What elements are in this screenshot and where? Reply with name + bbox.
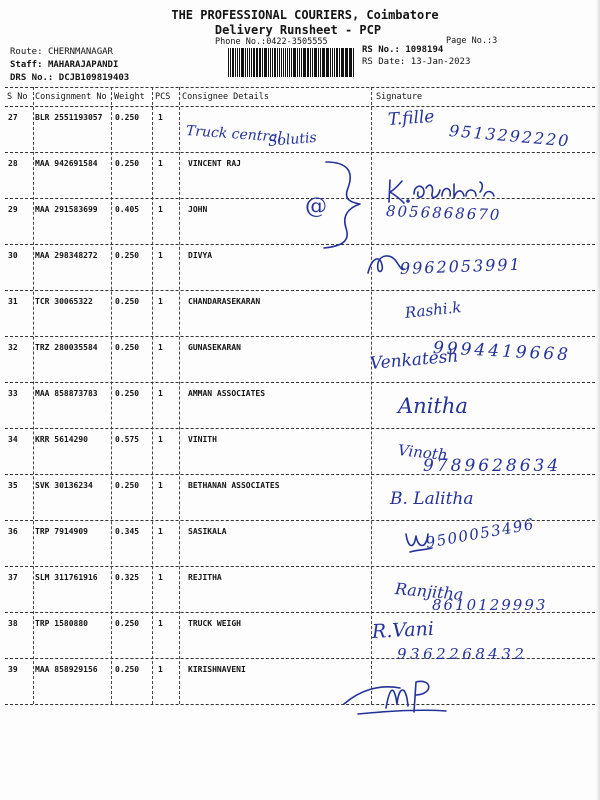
barcode-bar xyxy=(239,48,240,77)
consignee-name: VINITH xyxy=(188,435,217,444)
weight: 0.250 xyxy=(115,297,140,306)
barcode-bar xyxy=(291,48,292,77)
consignee-name: VINCENT RAJ xyxy=(188,159,241,168)
column-header-consignee: Consignee Details xyxy=(182,92,269,102)
barcode-bar xyxy=(285,48,286,77)
pieces: 1 xyxy=(158,297,163,306)
handwritten-signature-image xyxy=(384,176,496,206)
consignment-number: TRP 1580880 xyxy=(35,619,88,628)
pieces: 1 xyxy=(158,619,163,628)
consignment-number: KRR 5614290 xyxy=(35,435,88,444)
company-name: THE PROFESSIONAL COURIERS, Coimbatore xyxy=(171,8,439,22)
consignment-number: MAA 858929156 xyxy=(35,665,98,674)
consignment-number: SLM 311761916 xyxy=(35,573,98,582)
barcode-bar xyxy=(264,48,267,77)
handwritten-phone: 9994419668 xyxy=(432,338,572,366)
consignee-name: CHANDARASEKARAN xyxy=(188,297,261,306)
serial-number: 34 xyxy=(8,435,18,444)
column-header-sno: S No xyxy=(7,92,28,102)
consignment-number: TRP 7914909 xyxy=(35,527,88,536)
barcode-bar xyxy=(253,48,255,77)
route xyxy=(10,48,113,57)
consignment-number: TCR 30065322 xyxy=(35,297,93,306)
barcode-bar xyxy=(232,48,234,77)
serial-number: 35 xyxy=(8,481,18,490)
rs-date-label: RS Date: xyxy=(362,57,406,67)
consignee-name: TRUCK WEIGH xyxy=(188,619,241,628)
barcode-bar xyxy=(332,48,333,77)
drs-label: DRS No.: xyxy=(10,73,54,83)
barcode-bar xyxy=(272,48,273,77)
handwritten-signature: Rashi.k xyxy=(404,298,463,322)
weight: 0.250 xyxy=(115,251,140,260)
barcode-bar xyxy=(312,48,313,77)
barcode-bar xyxy=(297,48,298,77)
handwritten-phone: 8610129993 xyxy=(432,596,548,614)
barcode-bar xyxy=(345,48,348,77)
pieces: 1 xyxy=(158,343,163,352)
barcode-bar xyxy=(237,48,238,77)
consignee-name: KIRISHNAVENI xyxy=(188,665,246,674)
weight: 0.405 xyxy=(115,205,140,214)
handwritten-phone: 8056868670 xyxy=(385,202,502,225)
barcode-bar xyxy=(314,48,317,77)
table-row xyxy=(5,383,595,429)
serial-number: 28 xyxy=(8,159,18,168)
consignee-name: DIVYA xyxy=(188,251,213,260)
serial-number: 33 xyxy=(8,389,18,398)
barcode-bar xyxy=(277,48,278,77)
rs-no-value: 1098194 xyxy=(405,45,444,55)
table-row xyxy=(5,153,595,199)
barcode-bar xyxy=(326,48,329,77)
pieces: 1 xyxy=(158,665,163,674)
weight: 0.325 xyxy=(115,573,140,582)
handwritten-phone: 9500053496 xyxy=(424,514,537,552)
handwritten-signature: R.Vani xyxy=(371,617,435,643)
page-label: Page No.: xyxy=(446,36,493,46)
handwritten-signature: Venkatesh xyxy=(369,346,460,374)
route-value: CHERNMANAGAR xyxy=(47,47,113,57)
staff xyxy=(10,61,118,70)
serial-number: 32 xyxy=(8,343,18,352)
weight: 0.345 xyxy=(115,527,140,536)
table-row xyxy=(5,475,595,521)
barcode-bar xyxy=(241,48,244,77)
barcode-bar xyxy=(256,48,258,77)
barcode-bar xyxy=(341,48,344,77)
serial-number: 29 xyxy=(8,205,18,214)
document-title: Delivery Runsheet - PCP xyxy=(214,23,382,37)
pieces: 1 xyxy=(158,481,163,490)
consignment-number: MAA 942691584 xyxy=(35,159,98,168)
consignee-name: JOHN xyxy=(188,205,208,214)
barcode-bar xyxy=(245,48,246,77)
pieces: 1 xyxy=(158,389,163,398)
consignment-number: BLR 2551193057 xyxy=(35,113,103,122)
rs-date-value: 13-Jan-2023 xyxy=(410,57,471,67)
barcode-bar xyxy=(279,48,280,77)
table-top-rule xyxy=(5,87,595,88)
column-header-pcs: PCS xyxy=(155,92,171,102)
barcode-bar xyxy=(262,48,263,77)
serial-number: 27 xyxy=(8,113,18,122)
barcode-bar xyxy=(274,48,276,77)
handwritten-signature: T.fille xyxy=(387,106,436,130)
barcode xyxy=(228,48,356,77)
handwritten-signature: Vinoth xyxy=(397,441,449,465)
serial-number: 38 xyxy=(8,619,18,628)
barcode-bar xyxy=(336,48,338,77)
rs-number xyxy=(362,46,443,55)
barcode-bar xyxy=(330,48,331,77)
pieces: 1 xyxy=(158,435,163,444)
barcode-bar xyxy=(322,48,325,77)
consignment-number: SVK 30136234 xyxy=(35,481,93,490)
handwritten-phone: 9789628634 xyxy=(423,456,562,476)
page-value: 3 xyxy=(492,36,498,46)
handwritten-phone: 9962053991 xyxy=(399,254,523,278)
barcode-bar xyxy=(247,48,248,77)
consignee-name: AMMAN ASSOCIATES xyxy=(188,389,266,398)
column-header-consignment: Consignment No xyxy=(35,92,107,102)
barcode-bar xyxy=(353,48,354,77)
serial-number: 39 xyxy=(8,665,18,674)
weight: 0.250 xyxy=(115,343,140,352)
drs-value: DCJB109819403 xyxy=(58,73,130,83)
weight: 0.250 xyxy=(115,665,140,674)
pieces: 1 xyxy=(158,159,163,168)
consignment-number: MAA 291583699 xyxy=(35,205,98,214)
pieces: 1 xyxy=(158,573,163,582)
table-row xyxy=(5,199,595,245)
barcode-bar xyxy=(307,48,309,77)
handwritten-ditto-mark: @ xyxy=(305,194,327,219)
pieces: 1 xyxy=(158,527,163,536)
consignee-name: SASIKALA xyxy=(188,527,227,536)
scan-edge-shadow xyxy=(596,0,600,800)
consignment-number: MAA 858873783 xyxy=(35,389,98,398)
weight: 0.250 xyxy=(115,159,140,168)
handwritten-consignee-note: Solutis xyxy=(267,129,318,150)
weight: 0.250 xyxy=(115,481,140,490)
page-number xyxy=(446,37,497,46)
barcode-bar xyxy=(349,48,352,77)
pieces: 1 xyxy=(158,205,163,214)
barcode-bar xyxy=(293,48,296,77)
barcode-bar xyxy=(235,48,236,77)
barcode-bar xyxy=(320,48,321,77)
pieces: 1 xyxy=(158,113,163,122)
barcode-bar xyxy=(334,48,335,77)
route-label: Route: xyxy=(10,47,43,57)
consignment-number: TRZ 280035584 xyxy=(35,343,98,352)
staff-label: Staff: xyxy=(10,60,43,70)
barcode-bar xyxy=(281,48,282,77)
barcode-bar xyxy=(249,48,250,77)
serial-number: 36 xyxy=(8,527,18,536)
handwritten-phone: 9513292220 xyxy=(448,121,572,151)
barcode-bar xyxy=(303,48,306,77)
handwritten-signature: Ranjitha xyxy=(394,579,465,604)
barcode-bar xyxy=(283,48,284,77)
barcode-bar xyxy=(299,48,300,77)
barcode-bar xyxy=(339,48,340,77)
rs-date xyxy=(362,58,470,67)
phone-label: Phone No.: xyxy=(215,37,267,47)
barcode-bar xyxy=(270,48,271,77)
drs-number xyxy=(10,74,129,83)
barcode-bar xyxy=(259,48,261,77)
serial-number: 31 xyxy=(8,297,18,306)
handwritten-signature: B. Lalitha xyxy=(390,489,474,509)
handwritten-consignee-note: Truck central xyxy=(185,123,283,146)
barcode-bar xyxy=(228,48,229,77)
handwritten-signature-image xyxy=(340,674,450,716)
table-row xyxy=(5,659,595,705)
handwritten-signature: Anitha xyxy=(398,394,468,418)
pieces: 1 xyxy=(158,251,163,260)
consignee-name: REJITHA xyxy=(188,573,222,582)
handwritten-phone: 9362268432 xyxy=(397,645,528,663)
barcode-bar xyxy=(287,48,288,77)
column-header-weight: Weight xyxy=(114,92,145,102)
consignment-number: MAA 298348272 xyxy=(35,251,98,260)
barcode-bar xyxy=(318,48,319,77)
weight: 0.250 xyxy=(115,113,140,122)
barcode-bar xyxy=(251,48,252,77)
column-header-signature: Signature xyxy=(376,92,423,102)
table-row xyxy=(5,291,595,337)
barcode-bar xyxy=(230,48,231,77)
barcode-bar xyxy=(310,48,311,77)
barcode-bar xyxy=(301,48,302,77)
phone-value: 0422-3505555 xyxy=(266,37,328,47)
rs-no-label: RS No.: xyxy=(362,45,400,55)
weight: 0.250 xyxy=(115,389,140,398)
weight: 0.575 xyxy=(115,435,140,444)
barcode-bar xyxy=(289,48,290,77)
serial-number: 30 xyxy=(8,251,18,260)
phone-number xyxy=(215,38,328,47)
consignee-name: GUNASEKARAN xyxy=(188,343,241,352)
staff-value: MAHARAJAPANDI xyxy=(47,60,119,70)
barcode-bar xyxy=(268,48,269,77)
weight: 0.250 xyxy=(115,619,140,628)
serial-number: 37 xyxy=(8,573,18,582)
consignee-name: BETHANAN ASSOCIATES xyxy=(188,481,280,490)
